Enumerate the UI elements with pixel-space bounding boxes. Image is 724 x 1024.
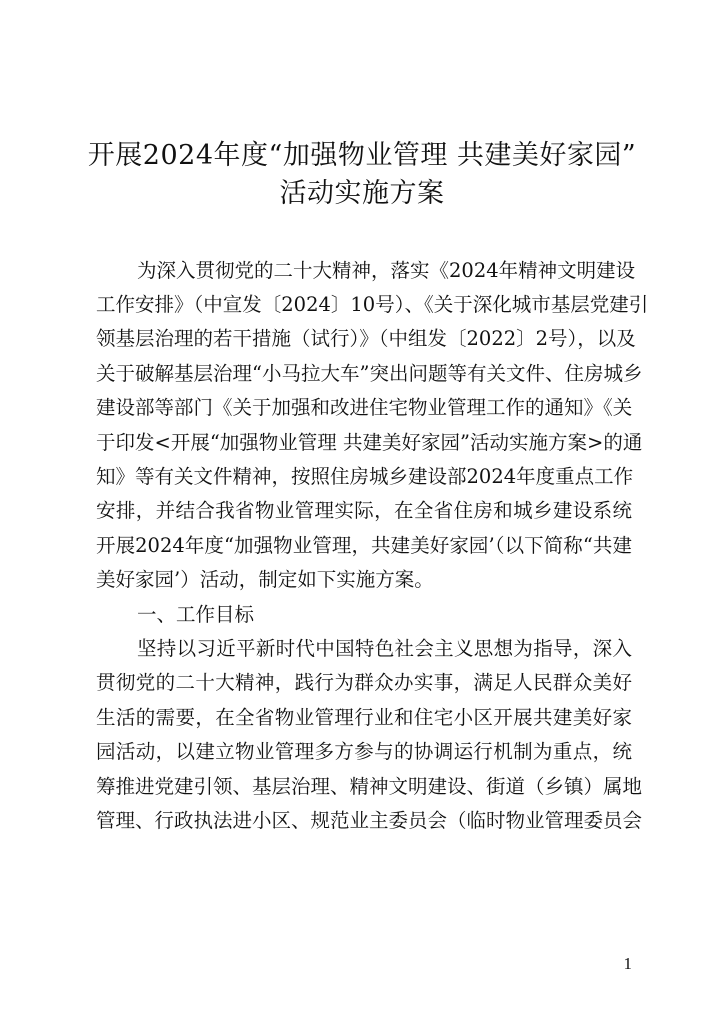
body-line: 美好家园’）活动，制定如下实施方案。	[96, 568, 434, 591]
body-line: 建设部等部门《关于加强和改进住宅物业管理工作的通知》《关	[96, 396, 633, 419]
body-line: 坚持以习近平新时代中国特色社会主义思想为指导，深入	[137, 637, 632, 660]
body-line: 开展2024年度“加强物业管理，共建美好家园’（以下简称“共建	[96, 534, 632, 557]
body-line: 生活的需要，在全省物业管理行业和住宅小区开展共建美好家	[96, 706, 632, 729]
body-line: 于印发<开展“加强物业管理 共建美好家园”活动实施方案>的通	[96, 431, 643, 454]
section-heading: 一、工作目标	[137, 603, 255, 626]
body-line: 管理、行政执法进小区、规范业主委员会（临时物业管理委员会	[96, 809, 643, 832]
body-line: 领基层治理的若干措施（试行）》（中组发〔2022〕2号），以及	[96, 327, 636, 350]
body-line: 安排，并结合我省物业管理实际，在全省住房和城乡建设系统	[96, 499, 632, 522]
document-title-line-2: 活动实施方案	[279, 178, 445, 209]
body-line: 关于破解基层治理“小马拉大车”突出问题等有关文件、住房城乡	[96, 362, 643, 385]
body-line: 为深入贯彻党的二十大精神，落实《2024年精神文明建设	[137, 259, 636, 282]
body-line: 贯彻党的二十大精神，践行为群众办实事，满足人民群众美好	[96, 671, 632, 694]
body-line: 筹推进党建引领、基层治理、精神文明建设、街道（乡镇）属地	[96, 775, 643, 798]
page-number: 1	[623, 954, 632, 973]
document-title-line-1: 开展2024年度“加强物业管理 共建美好家园”	[87, 140, 637, 171]
body-line: 知》等有关文件精神，按照住房城乡建设部2024年度重点工作	[96, 465, 634, 488]
body-line: 工作安排》（中宣发〔2024〕10号）、《关于深化城市基层党建引	[96, 293, 649, 316]
body-line: 园活动，以建立物业管理多方参与的协调运行机制为重点，统	[96, 740, 632, 763]
